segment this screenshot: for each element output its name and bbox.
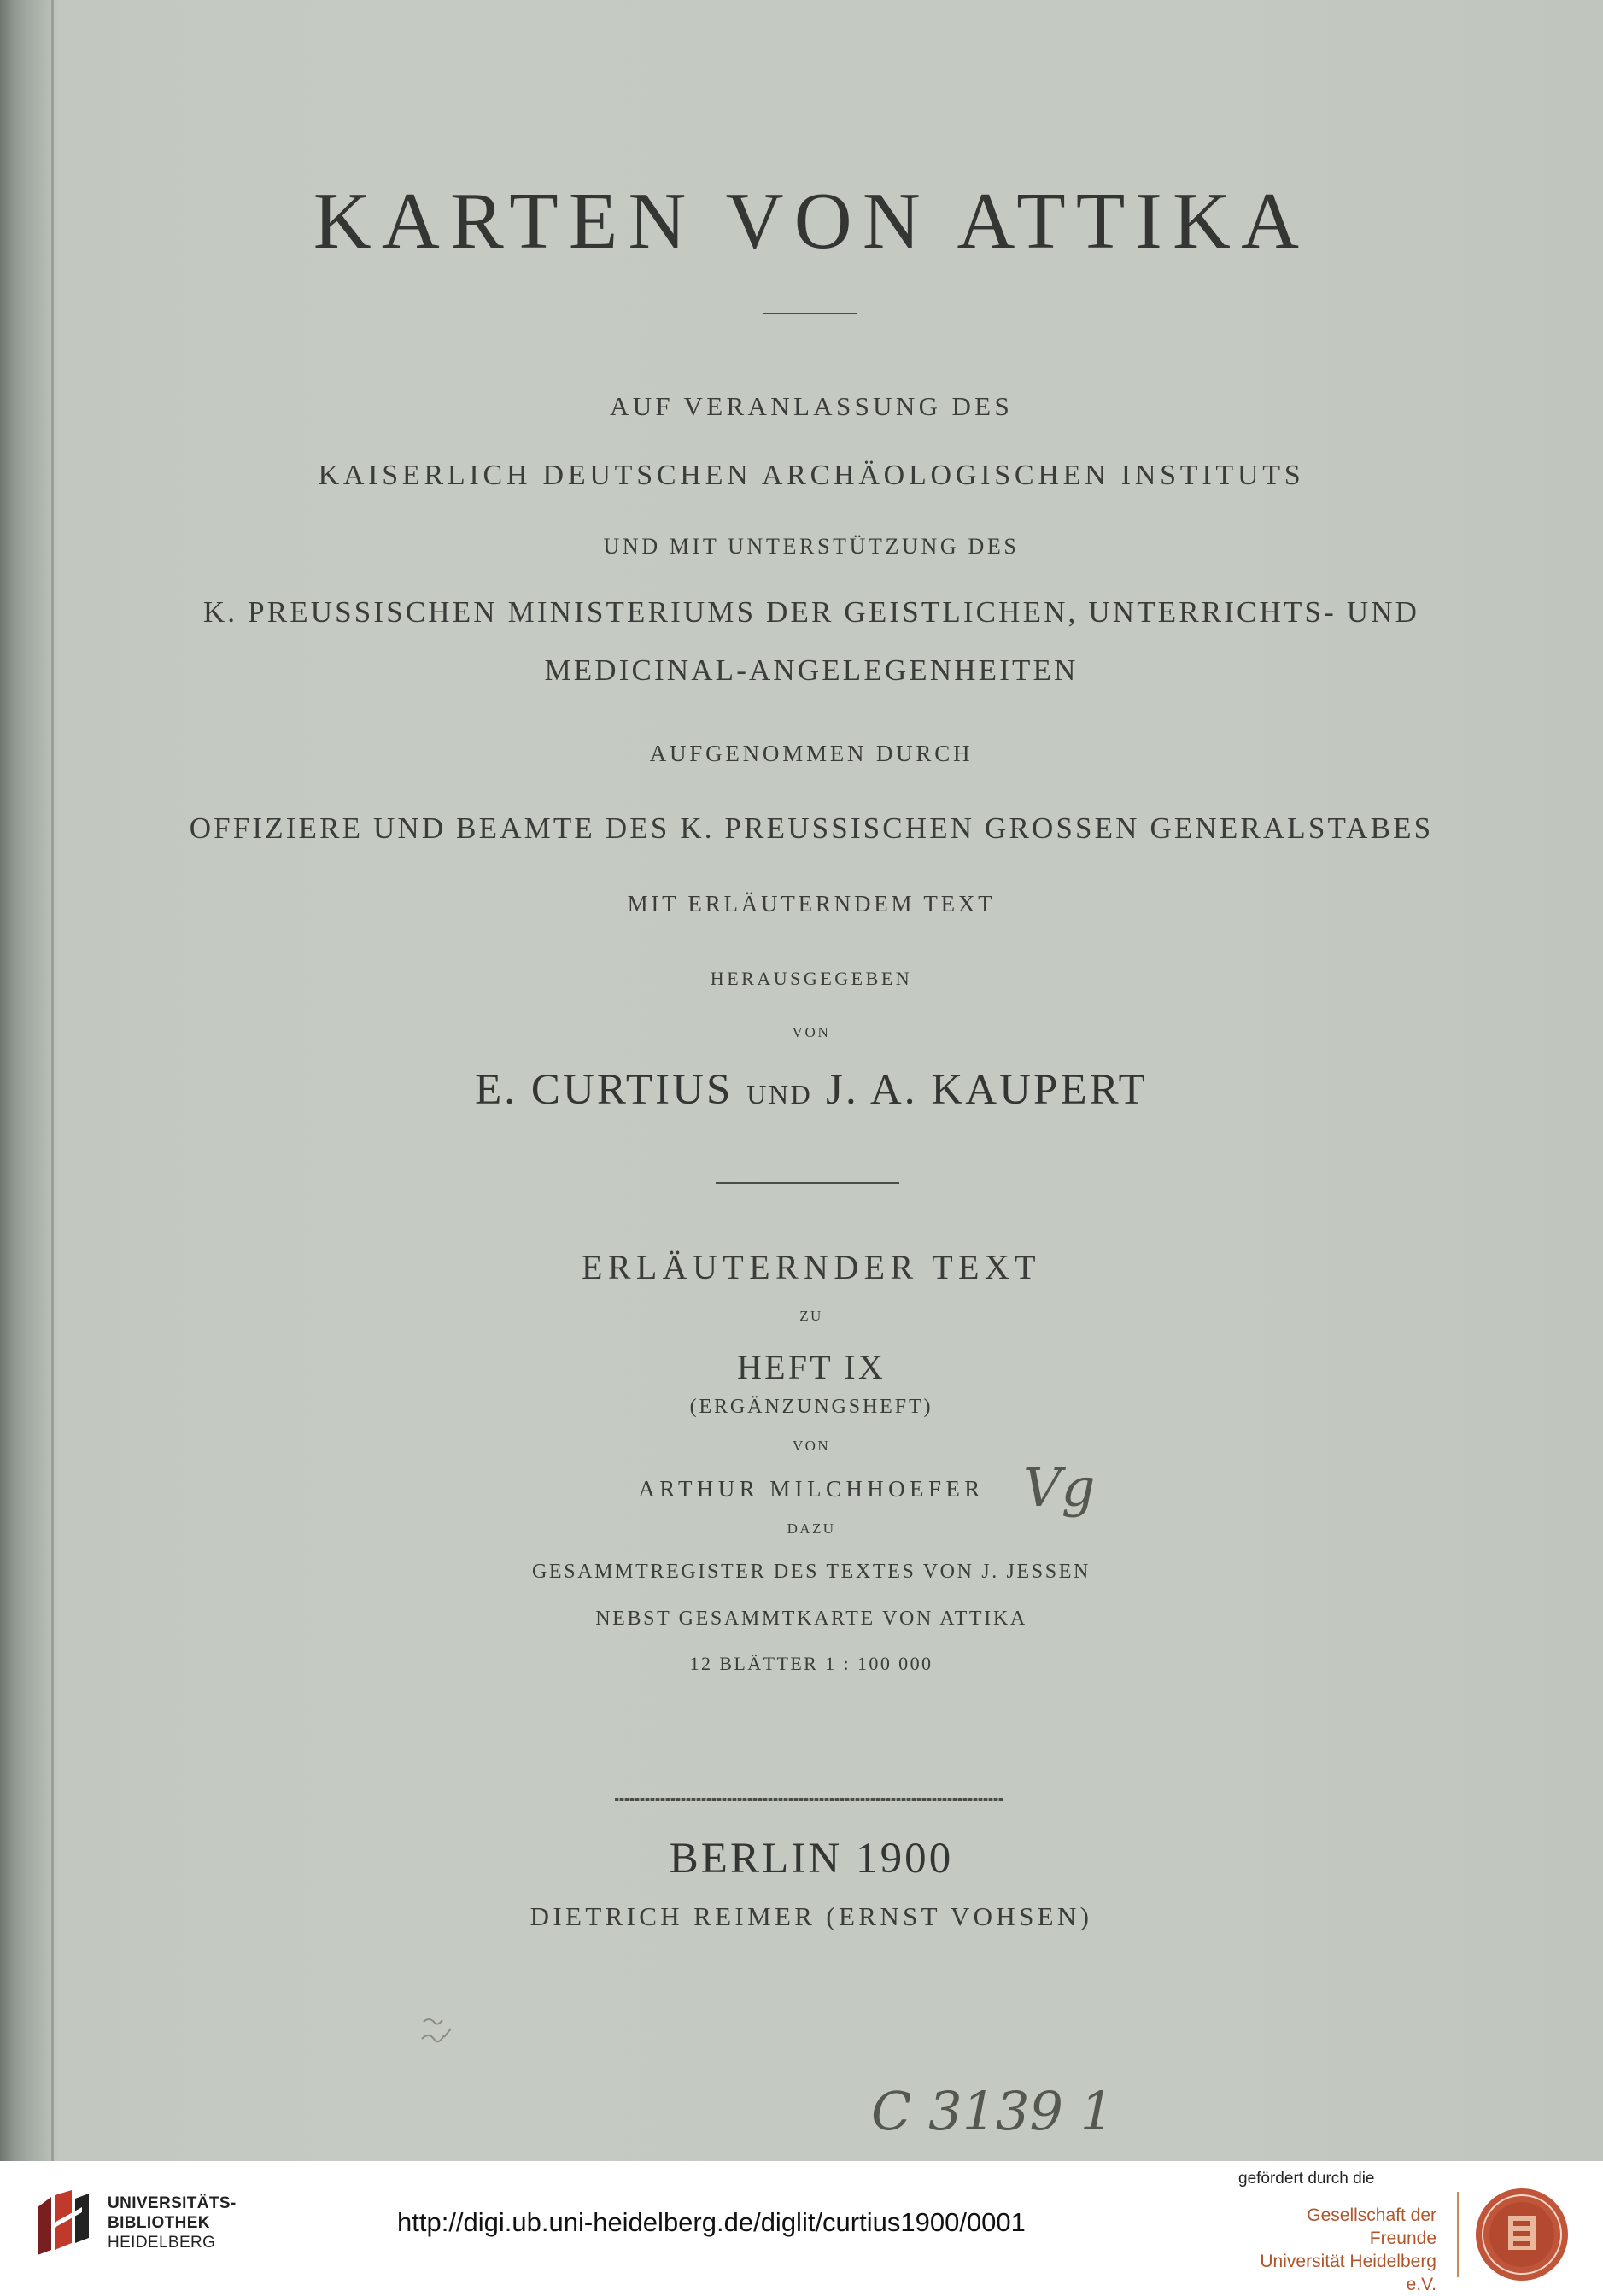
title-rule [763,313,857,314]
subtitle-line: MIT ERLÄUTERNDEM TEXT [627,891,996,917]
imprint-city-year: BERLIN 1900 [669,1835,954,1883]
imprint-publisher: DIETRICH REIMER (ERNST VOHSEN) [529,1901,1093,1931]
library-name-line: BIBLIOTHEK [108,2214,210,2232]
main-title: KARTEN VON ATTIKA [313,177,1310,266]
section-map: NEBST GESAMMTKARTE VON ATTIKA [595,1608,1027,1630]
handwritten-shelf-mark: C 3139 1 [871,2080,1114,2142]
editors [128,1065,1495,1115]
subtitle-line: HERAUSGEGEBEN [710,968,913,989]
editor-second: J. A. KAUPERT [826,1066,1148,1114]
editors-rule [716,1182,899,1184]
subtitle-line: AUF VERANLASSUNG DES [609,391,1014,421]
university-library-logo-icon [32,2190,94,2255]
footer-bar [0,2161,1603,2294]
imprint-rule [615,1798,1003,1801]
library-name [108,2194,237,2252]
library-name-line: UNIVERSITÄTS- [108,2194,237,2212]
editor-first: E. CURTIUS [475,1066,734,1114]
subtitle-line: AUFGENOMMEN DURCH [649,741,974,766]
section-title: ERLÄUTERNDER TEXT [581,1248,1042,1286]
subtitle-line: K. PREUSSISCHEN MINISTERIUMS DER GEISTLICHEN, UNTERRICHTS- UND [202,595,1420,629]
subtitle-line: KAISERLICH DEUTSCHEN ARCHÄOLOGISCHEN INSTITUTS [318,460,1305,491]
subtitle-line: UND MIT UNTERSTÜTZUNG DES [603,534,1020,559]
section-von: VON [793,1438,830,1454]
sponsor-name-line: Universität Heidelberg e.V. [1260,2252,1436,2294]
section-dazu: DAZU [787,1520,836,1537]
sponsor-divider [1457,2192,1459,2277]
subtitle-line: MEDICINAL-ANGELEGENHEITEN [544,653,1079,687]
pencil-scribble [418,2013,461,2060]
pencil-scribble-icon [418,2013,461,2054]
sponsor-name-line: Gesellschaft der Freunde [1307,2205,1436,2248]
section-heft: HEFT IX [737,1348,886,1386]
section-supplement: (ERGÄNZUNGSHEFT) [689,1396,933,1418]
university-seal-icon [1474,2187,1570,2282]
section-register: GESAMMTREGISTER DES TEXTES VON J. JESSEN [531,1561,1091,1583]
subtitle-line: VON [792,1024,831,1040]
editor-joiner: UND [746,1079,813,1110]
subtitle-line: OFFIZIERE UND BEAMTE DES K. PREUSSISCHEN GROSSEN GENERALSTABES [189,811,1434,845]
section-author: ARTHUR MILCHHOEFER [638,1476,985,1502]
section-sheets: 12 BLÄTTER 1 : 100 000 [689,1653,933,1674]
section-zu: ZU [799,1308,823,1324]
handwritten-author-mark: Vg [1023,1456,1096,1519]
sponsor-label: gefördert durch die [1238,2170,1375,2188]
permalink-url[interactable]: http://digi.ub.uni-heidelberg.de/diglit/curtius1900/0001 [397,2207,1026,2237]
sponsor-name [1243,2204,1436,2296]
spine-edge [51,0,54,2161]
library-name-line: HEIDELBERG [108,2234,216,2252]
